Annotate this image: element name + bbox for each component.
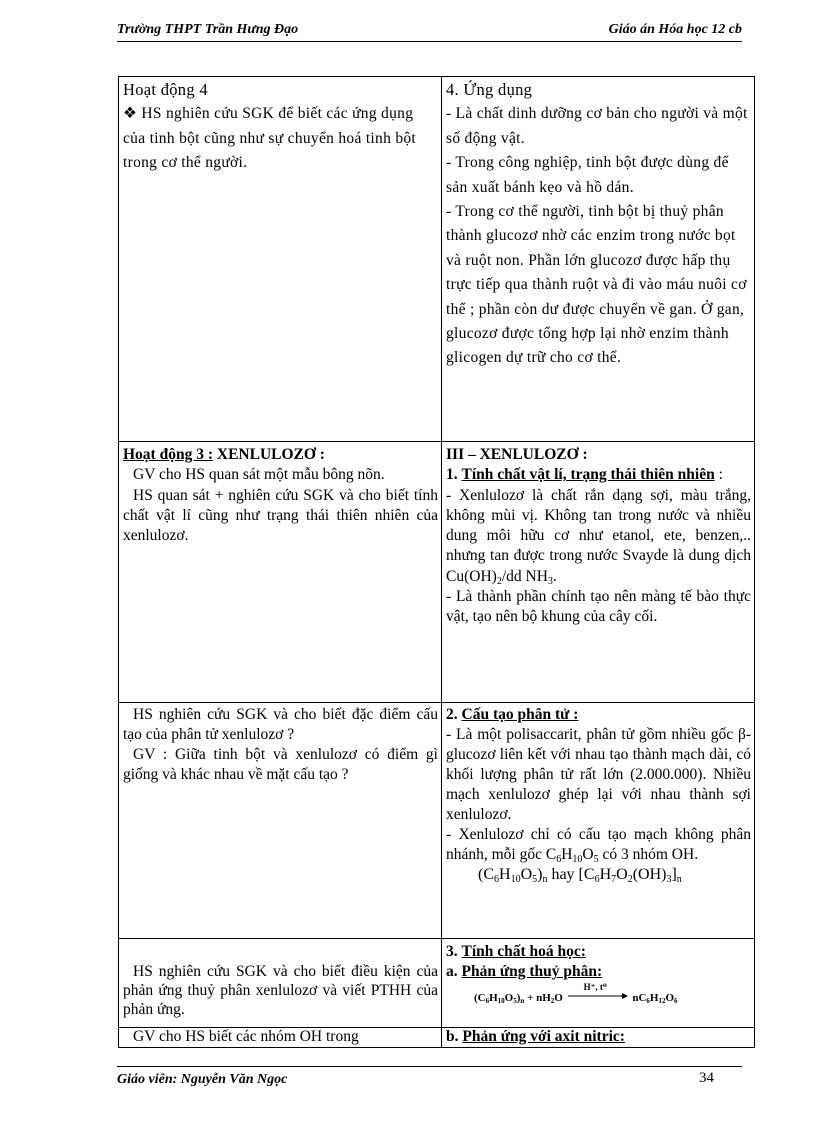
structure-text-2: - Xenlulozơ chỉ có cấu tạo mạch không phân nhánh, mỗi gốc $C_6H_{10}O_5$ có 3 nhóm OH. bbox=[446, 826, 751, 865]
usage-line-1: - Là chất dinh dưỡng cơ bản cho người và một số động vật. bbox=[446, 105, 748, 147]
page-number: 34 bbox=[699, 1070, 714, 1086]
activity3-title: Hoạt động 3 : XENLULOZƠ : bbox=[123, 446, 325, 463]
bullet-icon: ❖ bbox=[123, 105, 138, 123]
usage-line-2: - Trong công nghiệp, tinh bột được dùng để sản xuất bánh kẹo và hồ dán. bbox=[446, 154, 729, 196]
row2-left-cell bbox=[118, 441, 442, 703]
structure-text-1: - Là một polisaccarit, phân tử gồm nhiều gốc β-glucozơ liên kết với nhau tạo thành mạch dài, có khối lượng phân tử rất lớn (2.000.000). Nhiều mạch xenlulozơ ghép lại với nhau thành sợi xenlulozơ. bbox=[446, 726, 751, 823]
structure-question: HS nghiên cứu SGK và cho biết đặc điểm cấu tạo của phân tử xenlulozơ ? bbox=[123, 706, 438, 743]
hydrolysis-equation: $(C_6H_{10}O_5)_n + nH_2O$ H⁺, t⁰ $nC_6H_{12}O_6$ bbox=[474, 988, 678, 1008]
natural-state-text: - Là thành phần chính tạo nên màng tế bào thực vật, tạo nên bộ khung của cây cối. bbox=[446, 588, 751, 626]
page-header bbox=[117, 22, 742, 42]
row5-right-cell bbox=[441, 1027, 755, 1048]
row5-left-cell bbox=[118, 1027, 442, 1048]
hydrolysis-question: HS nghiên cứu SGK và cho biết điều kiện của phản ứng thuỷ phân xenlulozơ và viết PTHH của phản ứng. bbox=[123, 963, 438, 1018]
usage-line-3: - Trong cơ thể người, tinh bột bị thuỷ phân thành glucozơ nhờ các enzim trong nước bọt và ruột non. Phần lớn glucozơ được hấp thụ trực tiếp qua thành ruột và đi vào máu nuôi cơ thể ; phần còn dư được chuyển về gan. Ở gan, glucozơ được tổng hợp lại nhờ enzim thành glicogen dự trữ cho cơ thể. bbox=[446, 203, 747, 367]
row3-left-cell bbox=[118, 702, 442, 939]
arrow-right-icon bbox=[568, 993, 628, 999]
section-title: 4. Ứng dụng bbox=[446, 80, 533, 99]
structure-title: 2. Cấu tạo phân tử : bbox=[446, 706, 579, 723]
nitric-acid-title: b. Phản ứng với axit nitric: bbox=[446, 1028, 625, 1045]
physical-props-title: 1. Tính chất vật lí, trạng thái thiên nhiên : bbox=[446, 466, 723, 484]
document-subject: Giáo án Hóa học 12 cb bbox=[608, 22, 742, 37]
reaction-condition: H⁺, t⁰ bbox=[583, 982, 607, 992]
reaction-arrow bbox=[568, 982, 628, 1001]
activity-text: ❖ HS nghiên cứu SGK để biết các ứng dụng của tinh bột cũng như sự chuyển hoá tinh bột trong cơ thể người. bbox=[123, 105, 417, 172]
comparison-question: GV : Giữa tinh bột và xenlulozơ có điểm gì giống và khác nhau về mặt cấu tạo ? bbox=[123, 746, 438, 783]
row1-right-cell bbox=[441, 76, 755, 442]
row2-right-cell bbox=[441, 441, 755, 703]
hs-task: HS quan sát + nghiên cứu SGK và cho biết tính chất vật lí cũng như trạng thái thiên nhiên của xenlulozơ. bbox=[123, 486, 438, 545]
oh-groups-text: GV cho HS biết các nhóm OH trong bbox=[133, 1028, 359, 1045]
hydrolysis-title: a. Phản ứng thuỷ phân: bbox=[446, 963, 603, 980]
school-name: Trường THPT Trần Hưng Đạo bbox=[117, 22, 299, 37]
physical-props-text: - Xenlulozơ là chất rắn dạng sợi, màu trắng, không mùi vị. Không tan trong nước và nhiều dung môi hữu cơ như etanol, ete, benzen,.. nhưng tan được trong nước Svayde là dung dịch $Cu(OH)_2/dd$ $NH_3$. bbox=[446, 486, 751, 587]
row3-right-cell bbox=[441, 702, 755, 939]
page-footer bbox=[117, 1066, 742, 1089]
structure-formula: $(C_6H_{10}O_5)_n$ hay $[C_6H_7O_2(OH)_3]_n$ bbox=[478, 866, 682, 885]
gv-instruction: GV cho HS quan sát một mẫu bông nõn. bbox=[133, 466, 385, 484]
row1-left-cell bbox=[118, 76, 442, 442]
chemical-props-title: 3. Tính chất hoá học: bbox=[446, 943, 586, 960]
section-xenlulozo-title: III – XENLULOZƠ : bbox=[446, 446, 588, 463]
row4-right-cell bbox=[441, 938, 755, 1028]
teacher-name: Giáo viên: Nguyễn Văn Ngọc bbox=[117, 1072, 288, 1087]
row4-left-cell bbox=[118, 938, 442, 1028]
activity-title: Hoạt động 4 bbox=[123, 80, 208, 99]
